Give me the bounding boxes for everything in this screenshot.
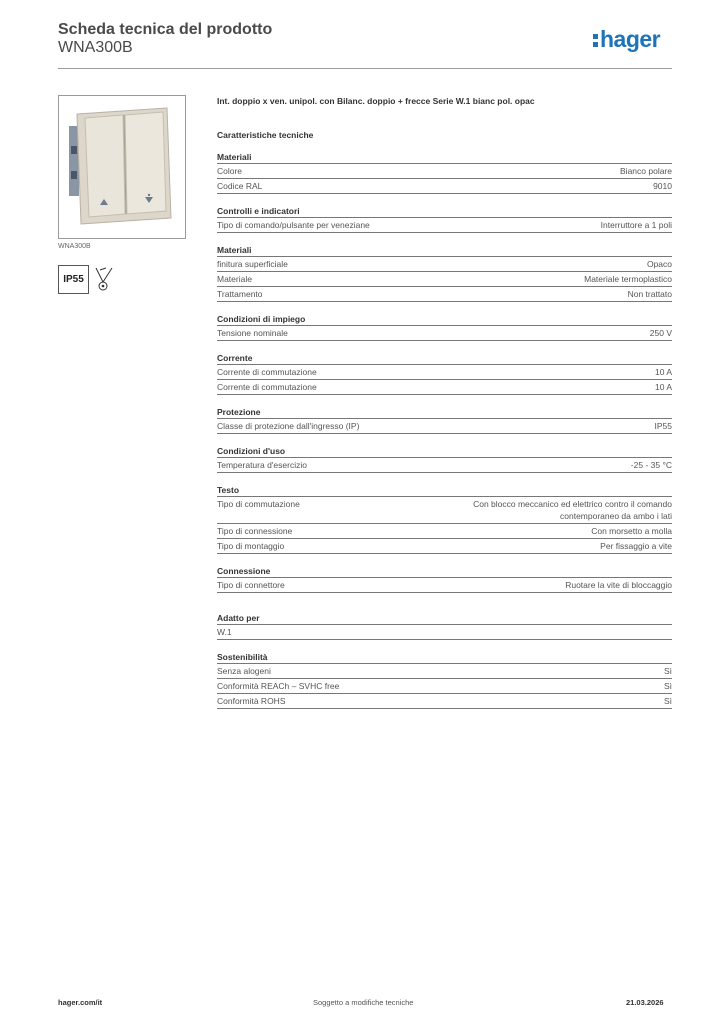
spec-section [217, 204, 672, 233]
spec-section [217, 650, 672, 709]
switch-photo-icon [59, 96, 185, 238]
spec-value: Con morsetto a molla [591, 526, 672, 536]
spec-value: Bianco polare [620, 166, 672, 176]
spec-label: Tipo di montaggio [217, 541, 285, 551]
spec-label: finitura superficiale [217, 259, 288, 269]
spec-label: Tipo di connettore [217, 580, 285, 590]
footer-note: Soggetto a modifiche tecniche [313, 998, 414, 1007]
section-title: Condizioni d'uso [217, 444, 672, 458]
section-title: Adatto per [217, 611, 672, 625]
product-code: WNA300B [58, 39, 133, 56]
hager-logo [593, 26, 660, 53]
spec-row [217, 497, 672, 524]
section-title: Corrente [217, 351, 672, 365]
spec-row [217, 664, 672, 679]
spec-section [217, 351, 672, 395]
spec-row [217, 458, 672, 473]
spec-section [217, 483, 672, 554]
spec-section [217, 312, 672, 341]
logo-dots-icon [593, 31, 598, 48]
spec-value: 10 A [654, 382, 672, 392]
spec-value: -25 - 35 °C [630, 460, 672, 470]
spec-heading: Caratteristiche tecniche [217, 130, 314, 140]
spec-row [217, 694, 672, 709]
spec-value: 9010 [653, 181, 672, 191]
spec-row [217, 365, 672, 380]
header-divider [58, 68, 672, 69]
section-title: Controlli e indicatori [217, 204, 672, 218]
spec-row [217, 164, 672, 179]
spec-row [217, 679, 672, 694]
ip-rating-badge: IP55 [58, 265, 89, 294]
spec-section [217, 150, 672, 194]
spec-value: 10 A [654, 367, 672, 377]
spec-value: Non trattato [627, 289, 672, 299]
section-title: Sostenibilità [217, 650, 672, 664]
spec-row [217, 578, 672, 593]
spec-value: Interruttore a 1 poli [600, 220, 672, 230]
spec-section [217, 444, 672, 473]
spec-section [217, 243, 672, 302]
spec-label: Tipo di connessione [217, 526, 293, 536]
section-title: Protezione [217, 405, 672, 419]
spec-row [217, 419, 672, 434]
spec-value: Ruotare la vite di bloccaggio [565, 580, 672, 590]
halogen-free-icon [92, 265, 121, 292]
spec-value: Opaco [646, 259, 672, 269]
spec-row [217, 287, 672, 302]
spec-section [217, 564, 672, 593]
spec-label: Tipo di commutazione [217, 499, 300, 509]
spec-label: Corrente di commutazione [217, 382, 317, 392]
spec-value: Materiale termoplastico [584, 274, 672, 284]
spec-label: Senza alogeni [217, 666, 271, 676]
spec-value: Sì [663, 666, 672, 676]
spec-section [217, 405, 672, 434]
spec-row [217, 326, 672, 341]
spec-label: W.1 [217, 627, 232, 637]
spec-row [217, 625, 672, 640]
spec-value: Sì [663, 696, 672, 706]
spec-row [217, 257, 672, 272]
spec-label: Conformità ROHS [217, 696, 286, 706]
section-title: Condizioni di impiego [217, 312, 672, 326]
spec-label: Colore [217, 166, 243, 176]
section-title: Connessione [217, 564, 672, 578]
spec-label: Corrente di commutazione [217, 367, 317, 377]
section-title: Materiali [217, 150, 672, 164]
spec-row [217, 380, 672, 395]
spec-label: Classe di protezione dall'ingresso (IP) [217, 421, 360, 431]
section-title: Testo [217, 483, 672, 497]
spec-value: IP55 [654, 421, 672, 431]
footer-website[interactable]: hager.com/it [58, 998, 103, 1007]
spec-row [217, 524, 672, 539]
spec-label: Trattamento [217, 289, 263, 299]
product-image [58, 95, 186, 239]
spec-label: Codice RAL [217, 181, 263, 191]
spec-label: Temperatura d'esercizio [217, 460, 307, 470]
spec-label: Tensione nominale [217, 328, 288, 338]
spec-value: Per fissaggio a vite [600, 541, 672, 551]
section-title: Materiali [217, 243, 672, 257]
spec-row [217, 272, 672, 287]
spec-row [217, 539, 672, 554]
logo-text: hager [600, 26, 661, 52]
spec-label: Conformità REACh – SVHC free [217, 681, 340, 691]
spec-label: Materiale [217, 274, 252, 284]
spec-value: 250 V [649, 328, 672, 338]
product-description: Int. doppio x ven. unipol. con Bilanc. doppio + frecce Serie W.1 bianc pol. opac [217, 96, 535, 106]
spec-row [217, 218, 672, 233]
spec-value: Con blocco meccanico ed elettrico contro il comando contemporaneo da ambo i lati [473, 499, 672, 521]
spec-value: Sì [663, 681, 672, 691]
spec-section [217, 611, 672, 640]
spec-label: Tipo di comando/pulsante per veneziane [217, 220, 370, 230]
photo-caption: WNA300B [58, 243, 91, 250]
page-title: Scheda tecnica del prodotto [58, 21, 273, 38]
spec-sections [217, 150, 672, 719]
footer-date: 21.03.2026 [626, 998, 664, 1007]
spec-row [217, 179, 672, 194]
